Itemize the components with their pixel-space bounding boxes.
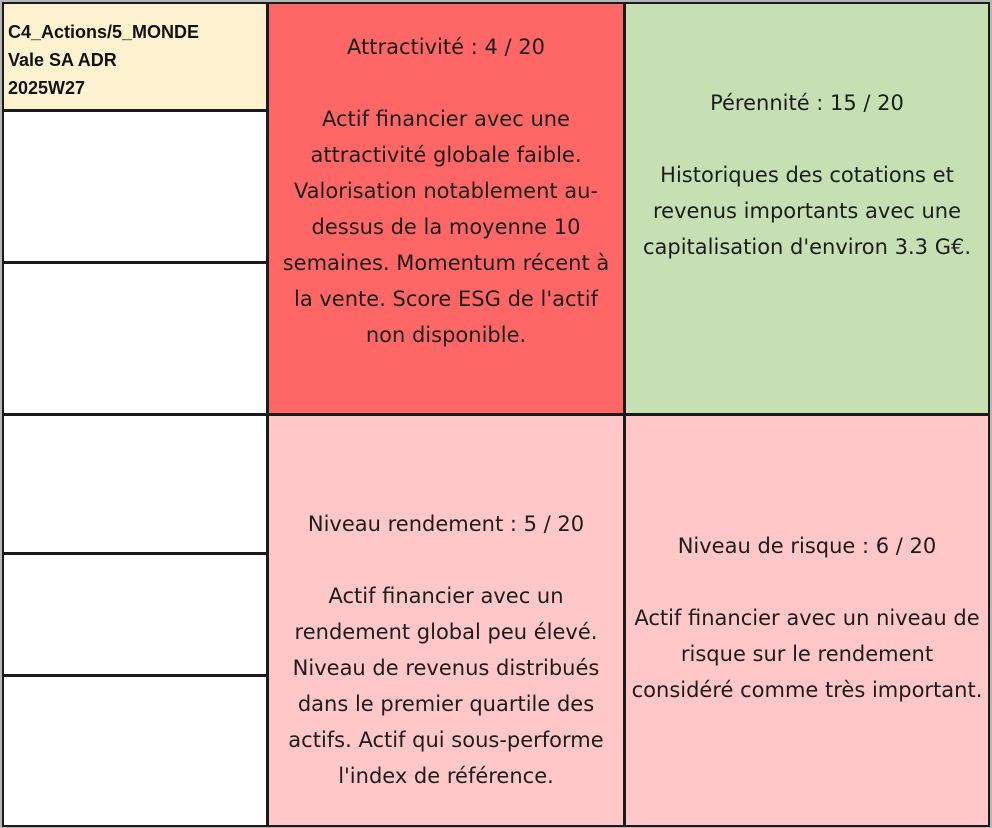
risque-description: Actif financier avec un niveau de risque sur le rendement considéré comme très important.: [631, 605, 983, 702]
spacer: [276, 65, 616, 101]
portfolio-category: C4_Actions/5_MONDE: [8, 22, 200, 42]
rendement-cell[interactable]: [267, 414, 625, 827]
asset-header-cell[interactable]: [2, 2, 268, 111]
empty-cell[interactable]: [2, 675, 268, 827]
empty-cell[interactable]: [2, 110, 268, 263]
spacer: [629, 121, 985, 157]
perennite-description: Historiques des cotations et revenus importants avec une capitalisation d'environ 3.3 G€.: [642, 162, 972, 259]
week-code: 2025W27: [8, 78, 86, 98]
spacer: [278, 542, 614, 578]
empty-cell[interactable]: [2, 553, 268, 676]
empty-cell[interactable]: [2, 262, 268, 415]
perennite-cell[interactable]: [624, 2, 990, 415]
rendement-description: Actif financier avec un rendement global peu élevé. Niveau de revenus distribués dans le premier quartile des actifs. Actif qui sous-performe l'index de référence.: [288, 583, 604, 788]
attractivite-cell[interactable]: [267, 2, 625, 415]
attractivite-description: Actif financier avec une attractivité globale faible. Valorisation notablement au-dessus de la moyenne 10 semaines. Momentum récent à la vente. Score ESG de l'actif non disponible.: [282, 106, 610, 347]
spacer: [627, 564, 987, 600]
rendement-score: Niveau rendement : 5 / 20: [307, 511, 585, 536]
asset-name: Vale SA ADR: [8, 50, 117, 70]
risque-cell[interactable]: [624, 414, 990, 827]
empty-cell[interactable]: [2, 414, 268, 554]
attractivite-score: Attractivité : 4 / 20: [347, 34, 545, 59]
perennite-score: Pérennité : 15 / 20: [710, 90, 904, 115]
risque-score: Niveau de risque : 6 / 20: [677, 533, 937, 558]
